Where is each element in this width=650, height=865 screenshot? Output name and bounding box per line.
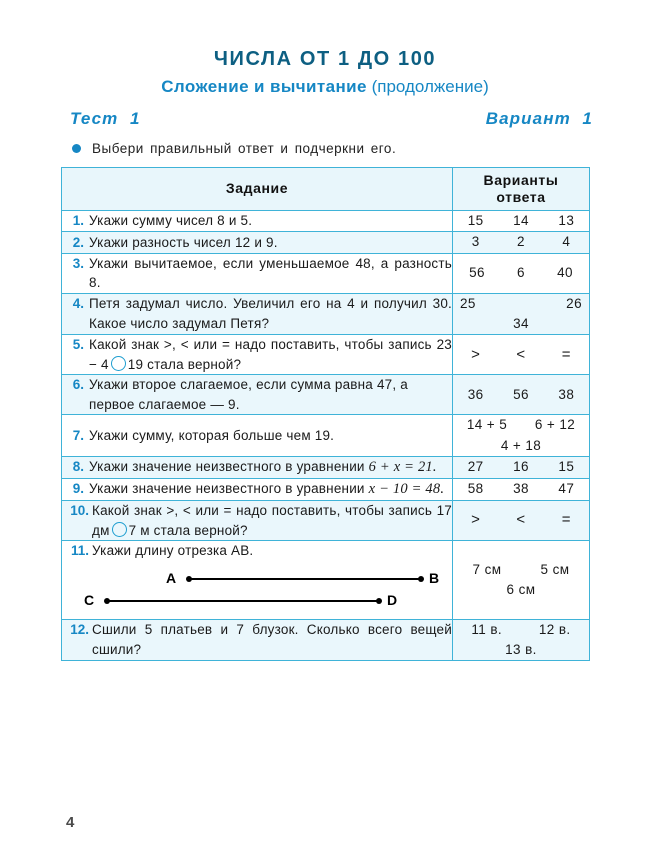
answer-option[interactable]: 13 xyxy=(558,213,575,229)
test-label: Тест 1 xyxy=(70,109,141,129)
answer-option[interactable]: < xyxy=(516,345,526,363)
answer-option[interactable]: > xyxy=(471,345,481,363)
page-subtitle-bold: Сложение и вычитание xyxy=(161,77,367,96)
answer-option[interactable]: = xyxy=(561,345,571,363)
segment-endpoint-b-dot xyxy=(418,576,424,582)
task-text-part2: 7 м стала верной? xyxy=(128,522,248,538)
task-text: Укажи сумму чисел 8 и 5. xyxy=(89,213,253,229)
answer-option[interactable]: 12 в. xyxy=(538,621,571,637)
segment-cd-line xyxy=(107,600,379,602)
task-cell xyxy=(62,232,453,253)
answers-cell xyxy=(453,478,590,500)
task-number: 6. xyxy=(72,377,84,393)
page-number: 4 xyxy=(66,814,75,831)
table-row xyxy=(62,415,590,457)
column-header-answers-line2: ответа xyxy=(496,189,546,206)
quiz-table-wrap xyxy=(61,167,589,661)
task-text: Укажи второе слагаемое, если сумма равна 47, а первое слагаемое — 9. xyxy=(89,377,408,412)
answers-cell xyxy=(453,293,590,335)
answer-option[interactable]: 5 см xyxy=(540,561,570,577)
test-variant-row xyxy=(70,109,593,129)
task-text-part1: Укажи значение неизвестного в уравнении xyxy=(89,458,369,474)
answer-option[interactable]: 6 см xyxy=(506,581,536,597)
answers-cell xyxy=(453,232,590,253)
segment-endpoint-d-dot xyxy=(376,598,382,604)
answers-cell xyxy=(453,456,590,478)
answer-option[interactable]: 26 xyxy=(566,295,582,311)
answer-option[interactable]: 34 xyxy=(513,315,529,331)
answer-option[interactable]: 38 xyxy=(513,481,529,497)
point-label-b: B xyxy=(429,569,440,586)
answer-option[interactable]: 4 + 18 xyxy=(500,437,542,453)
task-cell xyxy=(62,619,453,661)
answer-option[interactable]: 2 xyxy=(517,234,525,250)
task-cell xyxy=(62,501,453,541)
answer-option[interactable]: 36 xyxy=(467,386,484,402)
table-row xyxy=(62,375,590,415)
answer-option[interactable]: 15 xyxy=(467,213,484,229)
task-cell xyxy=(62,211,453,232)
task-text xyxy=(89,457,452,478)
answer-option[interactable]: 13 в. xyxy=(505,641,537,657)
page-header xyxy=(0,0,650,98)
task-number: 9. xyxy=(72,480,84,496)
task-text xyxy=(89,335,452,374)
task-text xyxy=(92,501,452,540)
task-number: 8. xyxy=(72,458,84,474)
answers-cell xyxy=(453,619,590,661)
task-number: 4. xyxy=(72,296,84,312)
point-label-a: A xyxy=(166,569,177,586)
answer-option[interactable]: 38 xyxy=(558,386,575,402)
task-text: Укажи длину отрезка AB. xyxy=(92,543,254,559)
task-number: 5. xyxy=(72,337,84,353)
variant-label: Вариант 1 xyxy=(485,109,593,129)
column-header-answers-line1: Варианты xyxy=(483,171,559,188)
table-header-row xyxy=(62,168,590,211)
task-cell xyxy=(62,293,453,335)
task-equation: 6 + x = 21. xyxy=(368,458,437,475)
task-cell xyxy=(62,335,453,375)
task-number: 3. xyxy=(72,255,84,271)
answer-option[interactable]: 27 xyxy=(467,459,484,475)
answer-option[interactable]: 14 + 5 xyxy=(466,417,508,433)
task-text: Сшили 5 платьев и 7 блузок. Сколько всего вещей сшили? xyxy=(92,622,452,657)
task-number: 12. xyxy=(70,622,89,638)
task-cell xyxy=(62,415,453,457)
quiz-table xyxy=(61,167,590,661)
point-label-d: D xyxy=(387,591,398,608)
answer-option[interactable]: 58 xyxy=(467,481,484,497)
answer-option[interactable]: 56 xyxy=(469,265,485,281)
answer-option[interactable]: 11 в. xyxy=(471,621,503,637)
answers-cell xyxy=(453,541,590,620)
column-header-answers xyxy=(453,168,590,211)
table-row xyxy=(62,501,590,541)
table-row xyxy=(62,293,590,335)
task-number: 1. xyxy=(72,213,84,229)
answers-cell xyxy=(453,211,590,232)
table-row xyxy=(62,211,590,232)
answer-option[interactable]: 6 xyxy=(517,265,525,281)
table-row xyxy=(62,478,590,500)
answers-cell xyxy=(453,375,590,415)
bullet-dot-icon xyxy=(72,144,81,153)
page-title: ЧИСЛА ОТ 1 ДО 100 xyxy=(213,48,437,70)
answers-cell xyxy=(453,335,590,375)
answer-option[interactable]: > xyxy=(471,511,481,529)
table-row xyxy=(62,541,590,620)
task-equation: x − 10 = 48. xyxy=(368,480,445,497)
task-number: 7. xyxy=(72,427,84,443)
circle-blank-icon xyxy=(111,356,126,371)
task-number: 2. xyxy=(72,234,84,250)
task-text xyxy=(89,479,452,500)
task-number: 11. xyxy=(70,543,89,559)
answers-cell xyxy=(453,415,590,457)
table-row xyxy=(62,335,590,375)
task-text: Укажи сумму, которая больше чем 19. xyxy=(89,427,335,443)
answer-option[interactable]: 47 xyxy=(558,481,575,497)
task-text: Укажи разность чисел 12 и 9. xyxy=(89,234,278,250)
task-text: Петя задумал число. Увеличил его на 4 и получил 30. Какое число задумал Петя? xyxy=(89,296,452,331)
column-header-task: Задание xyxy=(62,168,453,211)
segment-ab-line xyxy=(189,578,421,580)
answer-option[interactable]: 16 xyxy=(513,459,529,475)
answers-cell xyxy=(453,501,590,541)
task-text-part1: Какой знак >, < или = надо поставить, чтобы запись 17 дм xyxy=(92,503,452,538)
circle-blank-icon xyxy=(112,522,127,537)
answer-option[interactable]: 7 см xyxy=(472,561,502,577)
task-cell xyxy=(62,478,453,500)
task-number: 10. xyxy=(70,503,89,518)
instruction-text: Выбери правильный ответ и подчеркни его. xyxy=(92,141,397,157)
answer-option[interactable]: 6 + 12 xyxy=(534,417,576,433)
answer-option[interactable]: = xyxy=(561,511,571,529)
table-row xyxy=(62,253,590,293)
answer-option[interactable]: 56 xyxy=(513,386,529,402)
point-label-c: C xyxy=(84,591,95,608)
answer-option[interactable]: 4 xyxy=(562,234,571,250)
task-text-part2: 19 стала верной? xyxy=(127,356,242,372)
answer-option[interactable]: 14 xyxy=(513,213,529,229)
task-cell xyxy=(62,375,453,415)
task-cell xyxy=(62,541,453,620)
page-subtitle xyxy=(0,76,650,98)
answer-option[interactable]: 3 xyxy=(471,234,480,250)
answer-option[interactable]: 25 xyxy=(460,295,476,311)
answers-cell xyxy=(453,253,590,293)
answer-option[interactable]: 15 xyxy=(558,459,575,475)
page-subtitle-note: (продолжение) xyxy=(366,77,489,96)
task-cell xyxy=(62,456,453,478)
task-cell xyxy=(62,253,453,293)
task-text-part1: Какой знак >, < или = надо поставить, чтобы запись 23 − 4 xyxy=(89,337,452,372)
table-row xyxy=(62,232,590,253)
table-row xyxy=(62,619,590,661)
task-text: Укажи вычитаемое, если уменьшаемое 48, а разность 8. xyxy=(89,255,452,291)
answer-option[interactable]: < xyxy=(516,511,526,529)
answer-option[interactable]: 40 xyxy=(557,265,573,281)
table-row xyxy=(62,456,590,478)
task-text-part1: Укажи значение неизвестного в уравнении xyxy=(89,480,369,496)
segment-figure xyxy=(62,563,452,619)
instruction-line xyxy=(72,141,650,156)
